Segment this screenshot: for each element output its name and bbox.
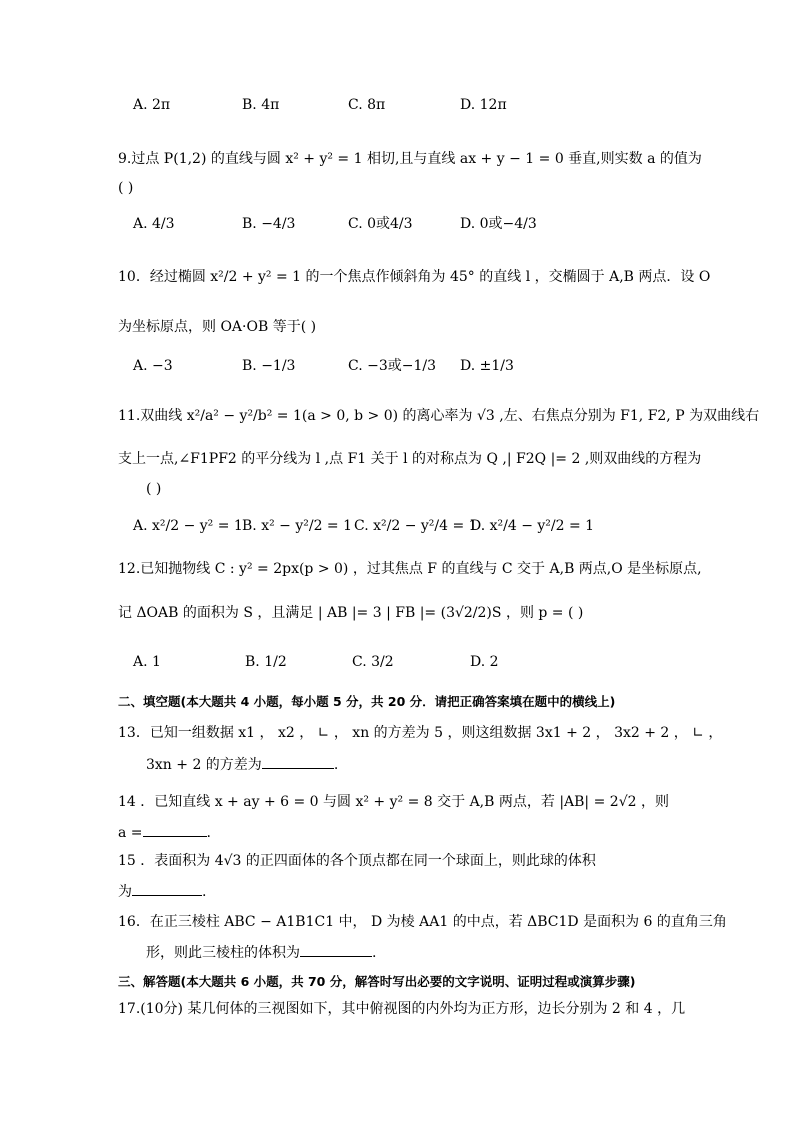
q9-option-c: C. 0或4/3: [348, 216, 413, 232]
q15-line2: 为 .: [118, 884, 207, 900]
q11-option-a: A. x²/2 − y² = 1: [133, 518, 243, 534]
q15-stem: 15 ．表面积为 4√3 的正四面体的各个顶点都在同一个球面上，则此球的体积: [118, 853, 596, 869]
q14-answer-blank[interactable]: [143, 836, 207, 837]
q16-line2: 形，则此三棱柱的体积为 .: [146, 945, 377, 961]
q16-stem-line2: 形，则此三棱柱的体积为: [146, 945, 300, 961]
q12-stem-line2: 记 ΔOAB 的面积为 S ，且满足 | AB |= 3 | FB |= (3√2/2)S ，则 p = ( ): [118, 605, 584, 621]
q11-stem: 11.双曲线 x²/a² − y²/b² = 1(a > 0, b > 0) 的离心率为 √3 ,左、右焦点分别为 F1, F2, P 为双曲线右: [118, 408, 760, 424]
q9-option-a: A. 4/3: [133, 216, 175, 232]
q9-answer-paren: ( ): [118, 180, 134, 196]
q13-line2: 3xn + 2 的方差为 .: [146, 757, 339, 773]
q13-stem: 13．已知一组数据 x1 ， x2 ， ∟ ， xn 的方差为 5 ，则这组数据 3x1 + 2 ， 3x2 + 2 ， ∟ ，: [118, 725, 723, 741]
section-fill-in-heading: 二、填空题(本大题共 4 小题，每小题 5 分，共 20 分．请把正确答案填在题中的横线上): [118, 694, 616, 709]
q10-option-a: A. −3: [133, 358, 173, 374]
q10-option-d: D. ±1/3: [460, 358, 514, 374]
q14-stem-line2: a =: [118, 825, 143, 841]
q17-stem: 17.(10分) 某几何体的三视图如下，其中俯视图的内外均为正方形，边长分别为 2 和 4 ，几: [118, 1001, 686, 1017]
q12-stem: 12.已知抛物线 C : y² = 2px(p > 0) ，过其焦点 F 的直线与 C 交于 A,B 两点,O 是坐标原点,: [118, 561, 702, 577]
section-solution-heading: 三、解答题(本大题共 6 小题，共 70 分，解答时写出必要的文字说明、证明过程或演算步骤): [118, 974, 636, 989]
q10-option-b: B. −1/3: [242, 358, 296, 374]
q14-line2: a = .: [118, 825, 211, 841]
q16-answer-blank[interactable]: [300, 956, 372, 957]
q11-option-c: C. x²/2 − y²/4 = 1: [354, 518, 478, 534]
q14-stem: 14 ．已知直线 x + ay + 6 = 0 与圆 x² + y² = 8 交于 A,B 两点，若 |AB| = 2√2 ，则: [118, 794, 669, 810]
q16-stem: 16．在正三棱柱 ABC − A1B1C1 中， D 为棱 AA1 的中点，若 ΔBC1D 是面积为 6 的直角三角: [118, 914, 727, 930]
q12-option-b: B. 1/2: [245, 654, 287, 670]
q15-answer-blank[interactable]: [132, 895, 202, 896]
q8-option-a: A. 2π: [133, 97, 171, 113]
q8-option-c: C. 8π: [348, 97, 386, 113]
q9-stem: 9.过点 P(1,2) 的直线与圆 x² + y² = 1 相切,且与直线 ax + y − 1 = 0 垂直,则实数 a 的值为: [118, 151, 702, 167]
q8-option-b: B. 4π: [242, 97, 280, 113]
q11-option-d: D. x²/4 − y²/2 = 1: [470, 518, 595, 534]
q11-option-b: B. x² − y²/2 = 1: [242, 518, 353, 534]
q11-answer-paren: ( ): [146, 481, 162, 497]
q8-option-d: D. 12π: [460, 97, 507, 113]
q12-option-a: A. 1: [133, 654, 161, 670]
q12-option-c: C. 3/2: [352, 654, 394, 670]
q15-stem-line2: 为: [118, 884, 132, 900]
q10-stem: 10．经过椭圆 x²/2 + y² = 1 的一个焦点作倾斜角为 45° 的直线 l ，交椭圆于 A,B 两点．设 O: [118, 269, 711, 285]
q9-option-b: B. −4/3: [242, 216, 296, 232]
q13-answer-blank[interactable]: [262, 768, 334, 769]
q11-stem-line2: 支上一点,∠F1PF2 的平分线为 l ,点 F1 关于 l 的对称点为 Q ,| F2Q |= 2 ,则双曲线的方程为: [118, 451, 702, 467]
q12-option-d: D. 2: [470, 654, 499, 670]
q13-stem-line2: 3xn + 2 的方差为: [146, 757, 262, 773]
q9-option-d: D. 0或−4/3: [460, 216, 537, 232]
q10-stem-line2: 为坐标原点，则 OA·OB 等于( ): [118, 319, 317, 335]
q10-option-c: C. −3或−1/3: [348, 358, 437, 374]
